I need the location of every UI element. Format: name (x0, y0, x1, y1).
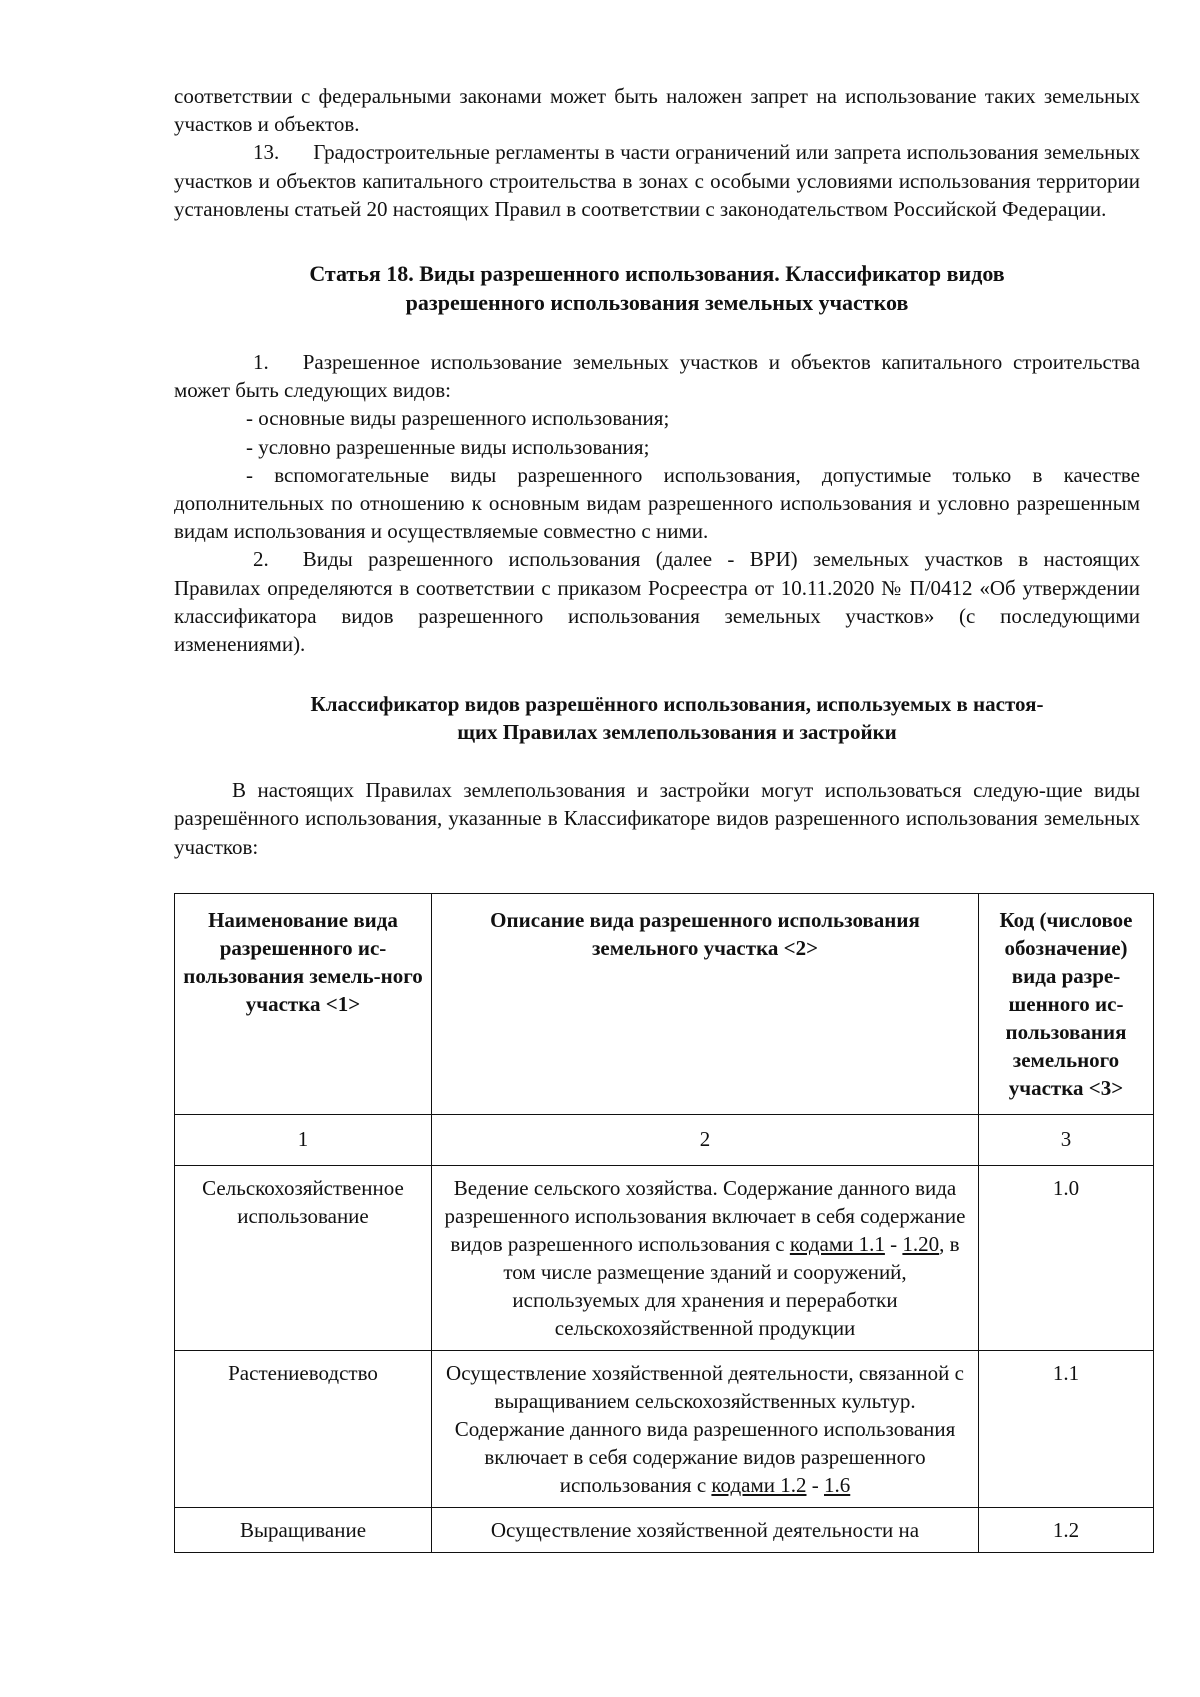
separator: - (806, 1472, 824, 1497)
code-link[interactable]: 1.20 (902, 1231, 940, 1256)
document-page (174, 82, 1140, 1553)
item-number: 2. (253, 547, 269, 572)
description-text: , в том числе размещение зданий и сооружений, используемых для хранения и переработки сельскохозяйственной продукции (503, 1231, 960, 1340)
cell-code: 1.0 (979, 1165, 1154, 1350)
separator: - (884, 1231, 903, 1256)
item-text: Разрешенное использование земельных участков и объектов капитального строительства может быть следующих видов: (174, 350, 1140, 403)
item-number: 13. (253, 140, 280, 165)
item-number: 1. (253, 350, 269, 375)
bullet-item: - условно разрешенные виды использования; (246, 434, 650, 459)
cell-name: Выращивание (175, 1507, 432, 1552)
classifier-intro: В настоящих Правилах землепользования и застройки могут использоваться следую-щие виды разрешённого использования, указанные в Классификаторе видов разрешенного использования земельных участков: (174, 778, 1140, 859)
description-text: Осуществление хозяйственной деятельности, связанной с выращиванием сельскохозяйственных культур. (446, 1360, 964, 1413)
header-description: Описание вида разрешенного использования земельного участка <2> (432, 893, 979, 1114)
item-text: Градостроительные регламенты в части ограничений или запрета использования земельных участков и объектов капитального строительства в зонах с особыми условиями использования территории установлены статьей 20 настоящих Правил в соответствии с законодательством Российской Федерации. (174, 140, 1140, 221)
heading-line: Статья 18. Виды разрешенного использования. Классификатор видов (309, 261, 1005, 287)
cell-name: Сельскохозяйственное использование (175, 1165, 432, 1350)
header-code: Код (числовое обозначение) вида разре-шенного ис-пользования земельного участка <3> (979, 893, 1154, 1114)
heading-line: разрешенного использования земельных участков (405, 290, 909, 316)
article-18-heading (174, 259, 1140, 317)
description-text: Содержание данного вида разрешенного использования включает в себя содержание видов разрешенного использования с (454, 1416, 956, 1497)
table-row (175, 1507, 1154, 1552)
code-link[interactable]: кодами 1.2 (711, 1472, 807, 1497)
classifier-heading (174, 690, 1140, 746)
classifier-table (174, 893, 1154, 1553)
cell-code: 1.2 (979, 1507, 1154, 1552)
paragraph-item-1 (174, 348, 1140, 404)
heading-line: щих Правилах землепользования и застройки (457, 720, 897, 745)
cell-description: Осуществление хозяйственной деятельности на (432, 1507, 979, 1552)
paragraph-continuation: соответствии с федеральными законами может быть наложен запрет на использование таких земельных участков и объектов. (174, 84, 1140, 137)
header-name: Наименование вида разрешенного ис-пользования земель-ного участка <1> (175, 893, 432, 1114)
code-link[interactable]: кодами 1.1 (789, 1231, 885, 1256)
cell-description (432, 1350, 979, 1507)
column-number: 2 (432, 1114, 979, 1165)
table-row (175, 1350, 1154, 1507)
table-index-row (175, 1114, 1154, 1165)
cell-description (432, 1165, 979, 1350)
bullet-item: - вспомогательные виды разрешенного использования, допустимые только в качестве дополнительных по отношению к основным видам разрешенного использования и условно разрешенным видам использования и осуществляемые совместно с ними. (174, 462, 1140, 544)
paragraph-item-2 (174, 545, 1140, 658)
cell-name: Растениеводство (175, 1350, 432, 1507)
heading-line: Классификатор видов разрешённого использования, используемых в настоя- (310, 692, 1044, 717)
item-text: Виды разрешенного использования (далее - ВРИ) земельных участков в настоящих Правилах определяются в соответствии с приказом Росреестра от 10.11.2020 № П/0412 «Об утверждении классификатора видов разрешенного использования земельных участков» (с последующими изменениями). (174, 547, 1140, 657)
column-number: 1 (175, 1114, 432, 1165)
code-link[interactable]: 1.6 (824, 1472, 851, 1497)
description-text: Ведение сельского хозяйства. Содержание данного вида разрешенного использования включает в себя содержание видов разрешенного использования с (444, 1175, 966, 1256)
bullet-item: - основные виды разрешенного использования; (246, 406, 670, 431)
cell-code: 1.1 (979, 1350, 1154, 1507)
paragraph-item-13 (174, 138, 1140, 223)
table-header-row (175, 893, 1154, 1114)
column-number: 3 (979, 1114, 1154, 1165)
table-row (175, 1165, 1154, 1350)
